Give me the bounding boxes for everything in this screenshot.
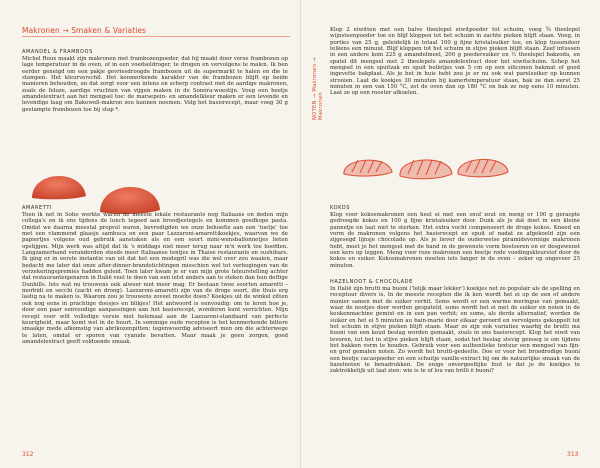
page-header: Makronen → Smaken & Variaties	[22, 26, 147, 35]
side-running-label: NOTEN → Makronen → Makronen	[312, 57, 324, 120]
section-title-amaretti: AMARETTI	[22, 205, 53, 211]
section-title-amandel: AMANDEL & FRAMBOOS	[22, 49, 93, 55]
section-text-kokos: Klop voor kokosmakronen een heel ei met een snuf zout en meng er 100 g geraspte gedroogde kokos en 100 g fijne kristalsuiker door. Dunk als je dat doet in een kleine pannetje en laat niet te sterken. Het extra vocht compenseert de droge kokos. Kneed en vorm de makronen volgens het basisrecept en spuit of nadat ze afgekoeld zijn een zijgesegd lijnsje chocolade op. Als je liever de ouderwetse piramidevormige makronen hebt, moet je het mengsel met de hand in de gewenste vorm boetseren en er desgewenst een kers op leggen. Meng voor roze makronen een beetje rode voedingskleurstof door de kokos en suiker. Kokosmakronen moeten iets langer in de oven – zeker op ongeveer 25 minuten.	[330, 212, 580, 269]
cookies-illustration	[340, 146, 510, 182]
section-text-amaretti: Toen ik net in Soho werkte waren de meeste lokale restaurants nog Italiaans en deden mijn collega's en ik ons tijdens de lunch tegoed aan broodjestegels en kommen goedkope pasta. Omdat we daarna meestal propvol waren, bevredigden we onze behoefte aan een 'toetje' toe met een vlammend glaasje sambuca en een paar Lazzaroni-amarettikoekjes, waarvan we de papiertjes volgens oud gebruik aanstaken als en een soort mini-wensballonnetjes lieten opstijgen. Mijn werk was altijd dat ik 's middags niet meer terug naar m'n werk toe hoefden. Langzamerhand veranderden steeds meer Italiaanse tentjes in Thaise restaurants en sushibars. Ik ging er in eerste instantie van uit dat het een modegril was die wel over zou waaien, maar bedacht me later dat onze after-dinner-brandstichtingen misschien wel tot verhogingen van de verzekeringspremies hadden geleid. Toen later kwam je er van mijn grote teleurstelling achter dat restauranteigenaren in Italië veel te doen van een ietst anders aan te steken dan hun deftige Dunhills. Iets wat nu trouwens ook alweer niet meer mag. Er bestaan twee soorten amaretti – morbidi en secchi (zacht en droog). Lazzaroni-amaretti zijn van de droge soort, die thuis erg lastig na te maken is. Waarom zou je trouwens zoveel moeite doen? Koekjes uit de winkel zitten ook nog eens in prachtige doosjes en blikjes! Het antwoord is eenvoudig: om te leren hoe je, door een paar eenvoudige aanpassingen aan het basisrecept, wonderen kunt verrichten. Mijn recept voor wilt volledige versie niet helemaal aan de Lazzaroni-standaard van perfecte keurigheid, maar komt wel in de buurt. In sommige oude recepten is het kenmerkende bittere smaakje mede afkomstig van abrikozenpitten; tegenwoordig adviseert men om die achterwege te laten, omdat er sporen van cyanide bevatten. Maar maak je geen zorgen, goed amandelextract geeft voldoende smaak.	[22, 212, 288, 345]
page-number-right: 313	[567, 451, 579, 458]
section-title-kokos: KOKOS	[330, 205, 351, 211]
macaron-dome-right-shape	[100, 187, 160, 214]
section-text-amandel: Michel Roux maakt zijn makronen met frambozenpoeder, dat hij maakt door verse frambozen op lage temperatuur in de oven, of in een voedseldroger, te drogen en vervolgens te malen. Ik ben eerder geneigd om een pakje gevriesdroogde frambozen uit de supermarkt te halen en die te stampen. Het kleurverschil. Het kenmerkende karakter van de frambozen blijft op beide manieren behouden, en dat zorgt voor een intens en scherp contrast met de aardige makronen, zoals de feloze, aardige vruchten van vijgen maken in de Sonora-woestijn. Voeg een beetje amandelextract aan het mengsel toe: de marsepein- en amandelkleur maken er een levende en levendige laag om Bakewell-makron zou kunnen noemen. Volg het basisrecept, maar voeg 30 g gestampte frambozen toe bij stap *.	[22, 56, 288, 113]
cookie-fill-group	[344, 159, 508, 178]
macaron-dome-left-shape	[32, 176, 86, 199]
recipe-intro-text: Klop 2 eiwitten met een halve theelepel eiwitpoeder tot schuim, voeg ¾ theelepel wijnsteenpoeder toe en blijf kloppen tot het schuim in zachte pieken blijft staan. Voeg, in porties van 25 g, geleidelijk in totaal 100 g fijne kristalsuiker toe, en klop tussendoor telkens een minuut. Blijf kloppen tot het schuim in stijve pieken blijft staan. Zeef intussen in een andere kom 225 g amandelmeel, 200 g poedersuiker en ½ theelepel bakzoda, en spatel dit mengsel met 2 theelepels amandelextract door het eiwitschuim. Schep het mengsel in een spuitzak en spuit bolletjes van 5 cm op een siliconen bakmat of goed ingevette bakplaat. Als je het in huis hebt zou je er nu ook wat parelsuiker op kunnen strooien. Laat de koekjes 30 minuten bij kamertemperatuur staan, bak ze dan eerst 25 minuten in een van 150 °C, zet de oven dan op 180 °C en bak ze nog eens 10 minuten. Laat ze op een rooster afkoelen.	[330, 27, 580, 97]
page-number-left: 312	[22, 451, 34, 458]
section-title-hazelnoot: HAZELNOOT & CHOCOLADE	[330, 279, 413, 285]
section-text-hazelnoot: In Italië zijn brutti ma buoni ('lelijk maar lekker') koekjes net zo populair als de spelling en receptuur divers is. In de meeste recepten die ik ken wordt het ei op de een of andere manier samen met de suiker verhit. Soms wordt er een warme meringue van gemaakt, waar de nootjes door worden gespateld, soms wordt het ei met de suiker en noten in de keukenmachine gemixt en in een pan verhit; en soms, als derde alternatief, worden de suiker en het ei 5 minuten au bain-marie door elkaar geroerd en vervolgens gekoppelt tot het schuim in stijve pieken blijft staan. Maar ze zijn ook variaties waarbij de brutti ma buoni van een koud beslag worden gemaakt, zoals in ons basisrecept. Klop het eiwit van tevoren, tot het in stijve pieken blijft staan, sodat het beslag stevig genoeg is om tijdens het bakken vorm te houden. Gebruik voor een authentieke textuur een mengsel van fijn- en grof gemalen noten. Zo wordt het brutti-gedeelte. Doe er voor het broodrodige buoni een beetje cacaopoeder en een schuitje vanille-extract bij om de natuurlijke smaak van de hazelnoten te benadrukken. De enige onvergeeflijke fout is dat je de koekjes te zaktrekkelijk uit laat zien: wie is te of lou van brilli ë buoni?	[330, 286, 580, 375]
header-rule	[22, 36, 290, 37]
